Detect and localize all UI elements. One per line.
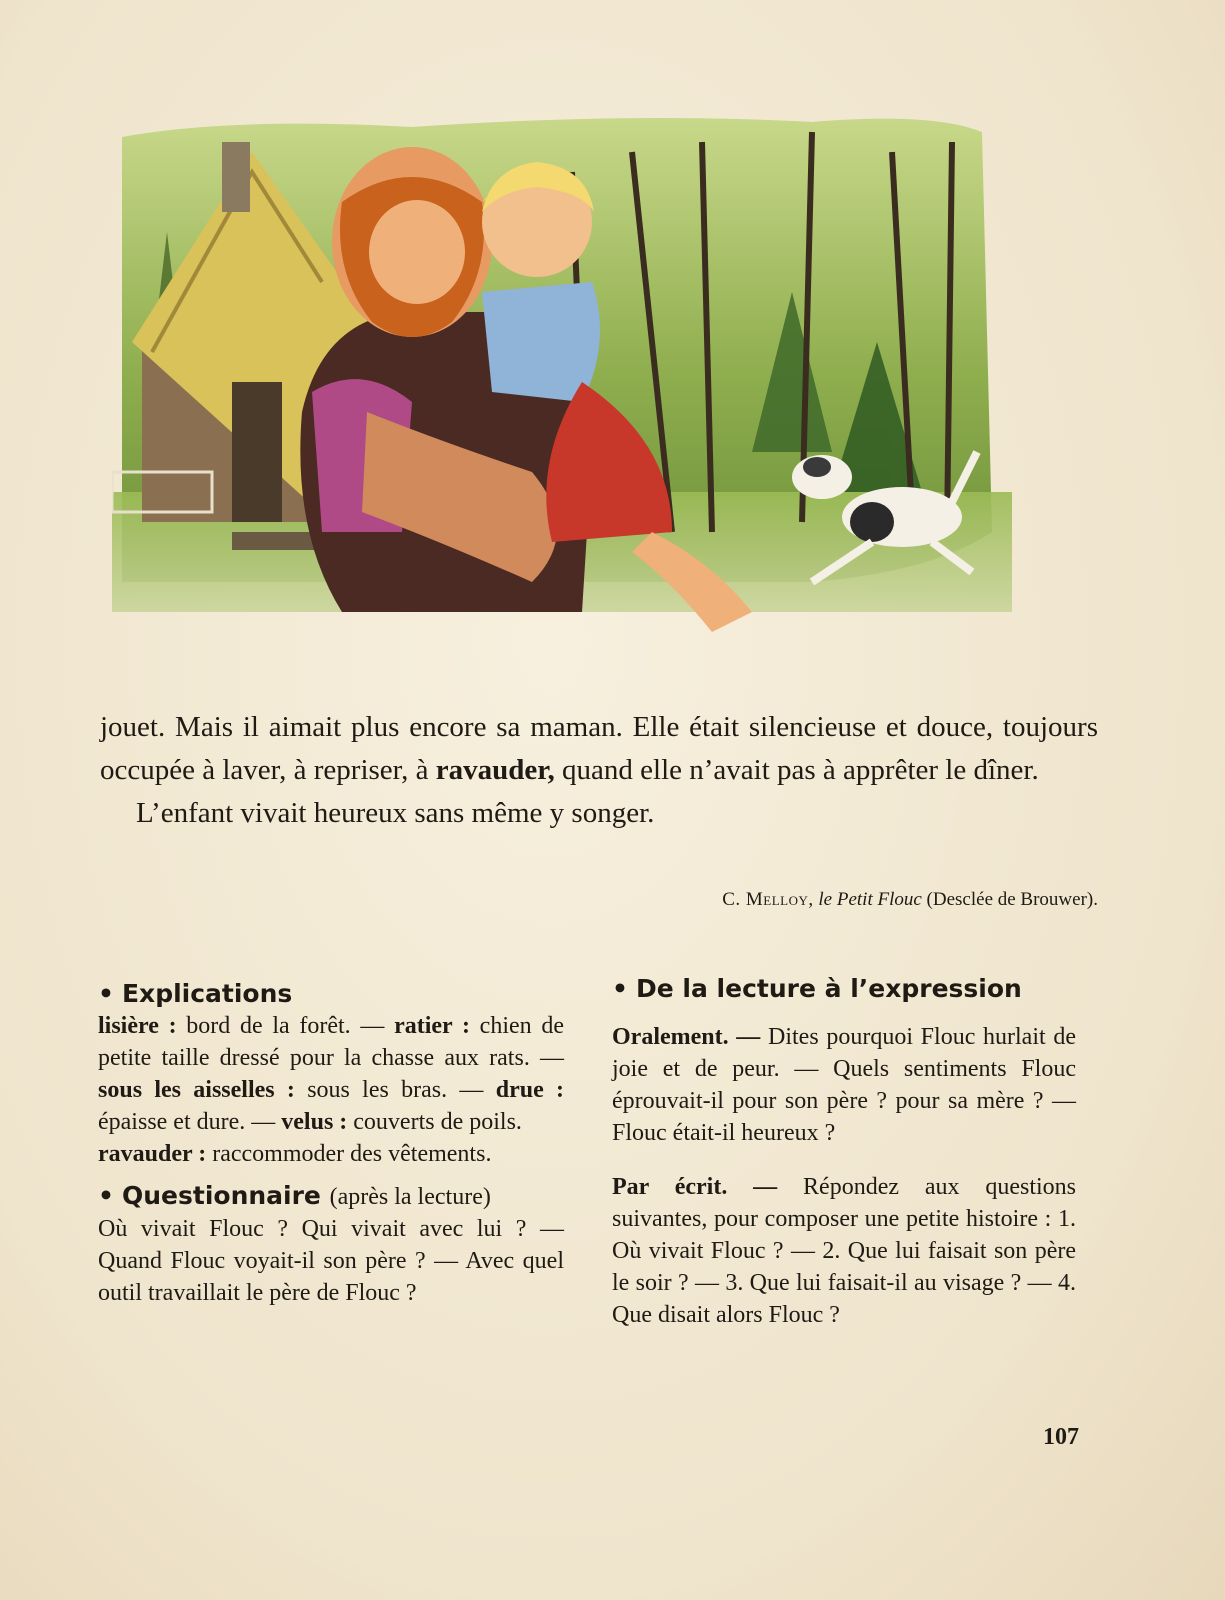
term-velus: velus :	[281, 1109, 348, 1135]
written-label: Par écrit. —	[612, 1174, 778, 1200]
definition-lisiere: bord de la forêt. —	[176, 1013, 395, 1039]
story-paragraph-1	[100, 706, 1098, 792]
expression-title: De la lecture à l’expression	[635, 974, 1022, 1003]
explications-body	[98, 1010, 564, 1170]
story-p1-start: jouet. Mais il aimait plus encore sa maman. Elle était silencieuse et douce, toujours occupée à laver, à repriser, à	[100, 711, 1098, 786]
definition-ratier: chien de petite taille dressé pour la chasse aux rats. —	[98, 1013, 565, 1071]
oral-exercise	[612, 1021, 1076, 1149]
written-text: Répondez aux questions suivantes, pour composer une petite histoire : 1. Où vivait Flouc ? — 2. Que lui faisait son père le soir ? — 3. Que lui faisait-il au visage ? — 4. Que disait alors Flouc ?	[612, 1174, 1076, 1328]
oral-label: Oralement. —	[612, 1024, 761, 1050]
story-paragraph-2: L’enfant vivait heureux sans même y songer.	[136, 797, 655, 829]
story-p1-end: quand elle n’avait pas à apprêter le dîner.	[554, 754, 1039, 786]
source-author: C. Melloy,	[722, 889, 814, 910]
term-ravauder: ravauder :	[98, 1141, 207, 1167]
term-ratier: ratier :	[394, 1013, 470, 1039]
story-p1-bold-word: ravauder,	[435, 754, 555, 786]
source-work: le Petit Flouc	[818, 889, 922, 910]
written-exercise	[612, 1171, 1076, 1331]
questionnaire-body: Où vivait Flouc ? Qui vivait avec lui ? — Quand Flouc voyait-il son père ? — Avec quel outil travaillait le père de Flouc ?	[98, 1216, 564, 1306]
definition-drue: épaisse et dure. —	[98, 1109, 282, 1135]
questionnaire-title: Questionnaire	[121, 1181, 321, 1210]
story-illustration	[112, 112, 1012, 657]
page-number: 107	[1043, 1424, 1079, 1450]
bullet-icon: •	[612, 974, 628, 1003]
term-lisiere: lisière :	[98, 1013, 177, 1039]
questionnaire-subtitle: (après la lecture)	[329, 1184, 491, 1210]
explications-heading	[98, 978, 564, 1010]
source-citation	[100, 888, 1098, 912]
term-drue: drue :	[495, 1077, 565, 1103]
bullet-icon: •	[98, 979, 114, 1008]
oral-text: Dites pourquoi Flouc hurlait de joie et de peur. — Quels sentiments Flouc éprouvait-il pour son père ? pour sa mère ? — Flouc était-il heureux ?	[612, 1024, 1076, 1146]
definition-velus: couverts de poils.	[347, 1109, 522, 1135]
source-publisher: (Desclée de Brouwer).	[926, 889, 1098, 910]
definition-ravauder: raccommoder des vêtements.	[206, 1141, 492, 1167]
questionnaire-heading	[98, 1180, 564, 1213]
explications-title: Explications	[121, 979, 293, 1008]
left-column	[98, 978, 564, 1309]
definition-aisselles: sous les bras. —	[294, 1077, 496, 1103]
right-column	[612, 973, 1076, 1331]
story-text	[100, 706, 1098, 835]
term-aisselles: sous les aisselles :	[98, 1077, 295, 1103]
expression-heading	[612, 973, 1076, 1005]
bullet-icon: •	[98, 1181, 114, 1210]
